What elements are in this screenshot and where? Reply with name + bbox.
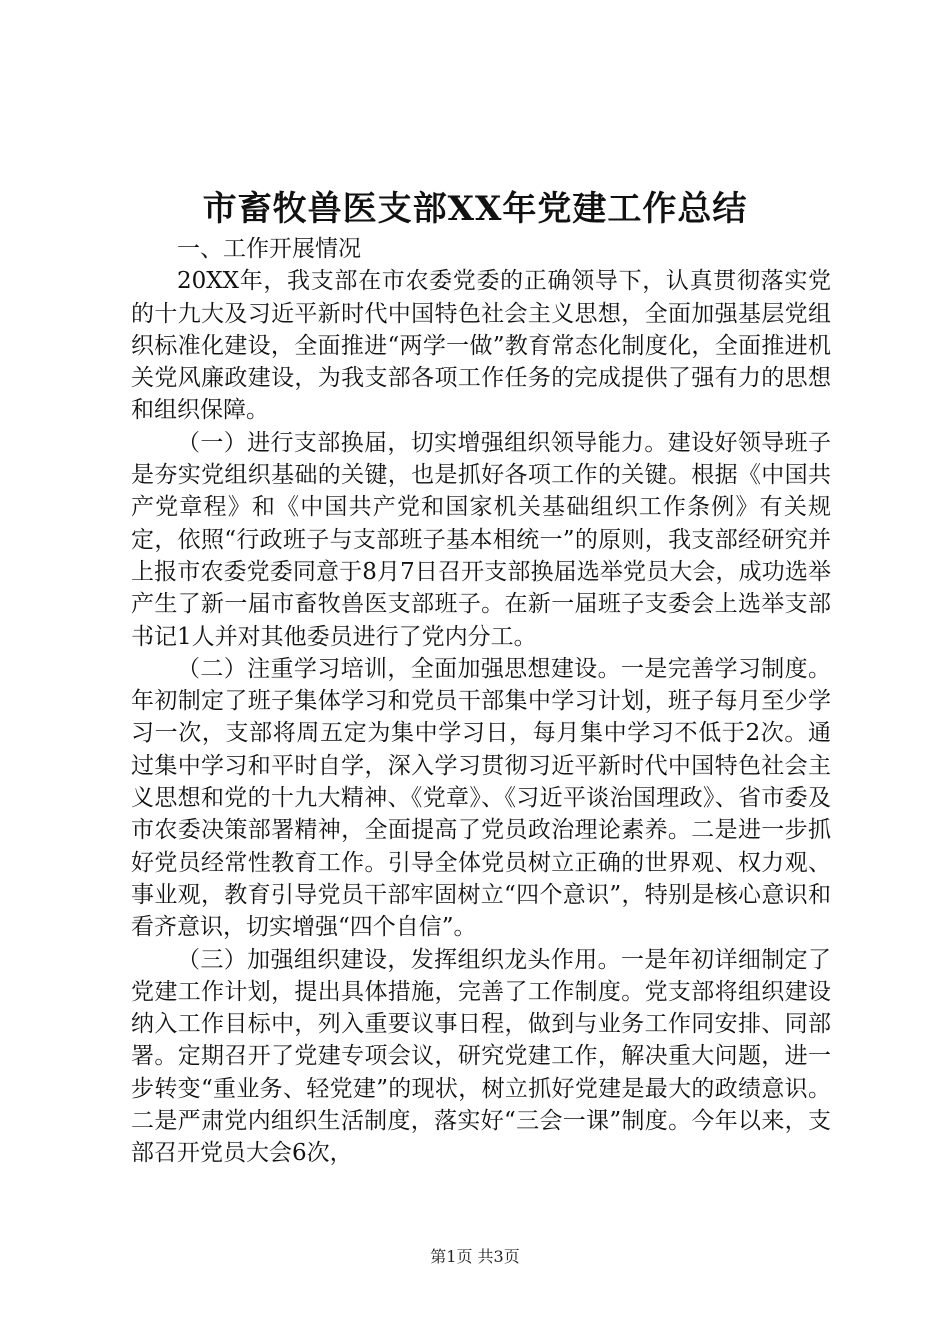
paragraph-subsection-1: （一）进行支部换届，切实增强组织领导能力。建设好领导班子是夯实党组织基础的关键，也是抓好各项工作的关键。根据《中国共产党章程》和《中国共产党和国家机关基础组织工作条例》有关规定，依照“行政班子与支部班子基本相统一”的原则，我支部经研究并上报市农委党委同意于8月7日召开支部换届选举党员大会，成功选举产生了新一届市畜牧兽医支部班子。在新一届班子支委会上选举支部书记1人并对其他委员进行了党内分工。 — [131, 429, 831, 650]
paragraph-subsection-2: （二）注重学习培训，全面加强思想建设。一是完善学习制度。年初制定了班子集体学习和党员干部集中学习计划，班子每月至少学习一次，支部将周五定为集中学习日，每月集中学习不低于2次。通过集中学习和平时自学，深入学习贯彻习近平新时代中国特色社会主义思想和党的十九大精神、《党章》、《习近平谈治国理政》、省市委及市农委决策部署精神，全面提高了党员政治理论素养。二是进一步抓好党员经常性教育工作。引导全体党员树立正确的世界观、权力观、事业观，教育引导党员干部牢固树立“四个意识”，特别是核心意识和看齐意识，切实增强“四个自信”。 — [131, 655, 831, 941]
paragraph-intro: 20XX年，我支部在市农委党委的正确领导下，认真贯彻落实党的十九大及习近平新时代中国特色社会主义思想，全面加强基层党组织标准化建设，全面推进“两学一做”教育常态化制度化，全面推进机关党风廉政建设，为我支部各项工作任务的完成提供了强有力的思想和组织保障。 — [131, 268, 831, 424]
document-title: 市畜牧兽医支部XX年党建工作总结 — [202, 189, 748, 229]
section-heading: 一、工作开展情况 — [177, 236, 361, 262]
page-footer: 第1页 共3页 — [430, 1247, 520, 1266]
document-body — [131, 233, 831, 1170]
paragraph-subsection-3: （三）加强组织建设，发挥组织龙头作用。一是年初详细制定了党建工作计划，提出具体措施，完善了工作制度。党支部将组织建设纳入工作目标中，列入重要议事日程，做到与业务工作同安排、同部署。定期召开了党建专项会议，研究党建工作，解决重大问题，进一步转变“重业务、轻党建”的现状，树立抓好党建是最大的政绩意识。二是严肃党内组织生活制度，落实好“三会一课”制度。今年以来，支部召开党员大会6次， — [131, 946, 831, 1167]
